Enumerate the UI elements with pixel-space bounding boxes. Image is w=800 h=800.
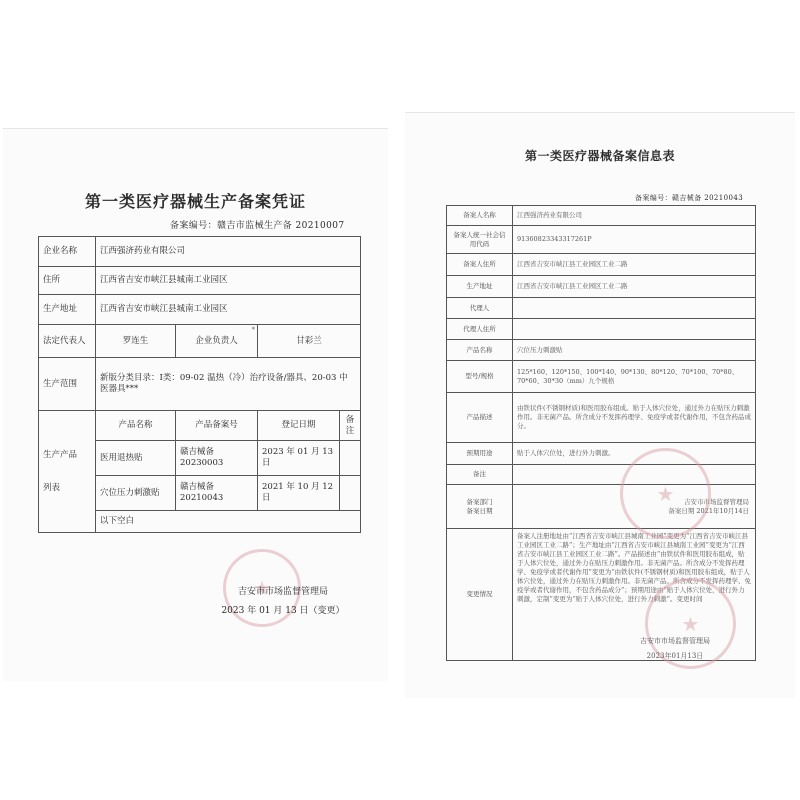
dept-label	[447, 485, 513, 529]
products-label	[39, 411, 96, 533]
row-value: 91360823343317261P	[513, 226, 756, 254]
info-sheet-title: 第一类医疗器械备案信息表	[524, 149, 675, 163]
dept-label-line-1: 备案部门	[466, 497, 493, 506]
table-row	[447, 319, 756, 340]
row-value: 江西省吉安市峡江县工业园区工业二路	[513, 276, 756, 298]
table-row	[447, 298, 756, 319]
row-value	[513, 298, 756, 319]
table-row	[447, 276, 756, 298]
col-header-reg-date: 登记日期	[258, 411, 340, 441]
row-label: 预期用途	[447, 443, 513, 465]
certificate-title: 第一类医疗器械生产备案凭证	[84, 192, 306, 211]
row-label: 代理人住所	[447, 319, 513, 340]
production-address-label: 生产地址	[39, 295, 96, 325]
row-value: 由铁状件(不锈钢材质)和医用胶布组成。贴于人体穴位处，通过外力在贴压力刺激作用。非无菌产品。所含成分不发挥药理学、免疫学或者代谢作用，不包含药品成分。	[513, 393, 756, 443]
issuing-authority: 吉安市市场监督管理局	[237, 587, 328, 597]
products-label-line-2: 列表	[43, 482, 61, 493]
scope-value: 新版分类目录：Ⅰ类：09-02 温热（冷）治疗设备/器具、20-03 中医器具***	[96, 358, 361, 411]
production-record-certificate	[3, 128, 388, 681]
company-label: 企业名称	[39, 237, 96, 267]
info-issue-date: 2023年01月13日	[646, 652, 704, 660]
row-value: 穴位压力刺激贴	[513, 340, 756, 361]
certificate-record-number: 备案编号：赣吉市监械生产备 20210007	[170, 221, 345, 231]
legal-rep-label: 法定代表人	[39, 325, 96, 358]
table-row	[447, 443, 756, 465]
row-label: 生产地址	[447, 276, 513, 298]
row-value: 贴于人体穴位处，进行外力刺激。	[513, 443, 756, 465]
row-value: 125*160、120*150、100*140、90*130、80*120、70*100、70*80、70*60、30*30（mm）九个规格	[513, 361, 756, 393]
leader-value: 甘彩兰	[258, 325, 361, 358]
record-info-sheet	[405, 112, 795, 698]
row-value: 江西省吉安市峡江县工业园区工业二路	[513, 254, 756, 276]
blank-note: 以下空白	[96, 511, 361, 533]
dept-date: 备案日期 2021年10月14日	[668, 506, 749, 515]
scope-label: 生产范围	[39, 358, 96, 411]
leader-label: 企业负责人	[195, 335, 238, 346]
product-date: 2023 年 01 月 13 日	[258, 441, 340, 476]
table-row	[39, 295, 361, 325]
product-date: 2021 年 10 月 12 日	[258, 476, 340, 511]
dept-value: 吉安市市场监督管理局	[684, 497, 749, 506]
row-label: 备案人统一社会信用代码	[447, 226, 513, 254]
table-row	[447, 206, 756, 226]
table-row	[447, 254, 756, 276]
table-row	[447, 226, 756, 254]
row-label: 代理人	[447, 298, 513, 319]
table-row	[447, 340, 756, 361]
row-label: 产品名称	[447, 340, 513, 361]
row-label: 备注	[447, 465, 513, 485]
product-record: 赣吉械备 20230003	[176, 441, 258, 476]
row-label: 备案人住所	[447, 254, 513, 276]
products-label-line-1: 生产产品	[43, 449, 78, 460]
dept-label-line-2: 备案日期	[466, 506, 493, 515]
leader-label-cell	[176, 325, 258, 358]
official-seal	[620, 448, 711, 539]
table-row	[39, 237, 361, 267]
table-row	[447, 361, 756, 393]
col-header-product-name: 产品名称	[96, 411, 176, 441]
product-name: 医用退热贴	[96, 441, 176, 476]
address-label: 住所	[39, 267, 96, 295]
table-row	[447, 393, 756, 443]
row-label: 备案人名称	[447, 206, 513, 226]
asterisk-mark: *	[251, 326, 255, 334]
row-label: 产品描述	[447, 393, 513, 443]
col-header-record-no: 产品备案号	[176, 411, 258, 441]
product-record: 赣吉械备 20210043	[176, 476, 258, 511]
info-issuing-authority: 吉安市市场监督管理局	[640, 637, 710, 645]
info-record-number: 备案编号：赣吉械备 20210043	[635, 194, 744, 202]
table-row	[39, 267, 361, 295]
production-address-value: 江西省吉安市峡江县城南工业园区	[96, 295, 361, 325]
issue-date: 2023 年 01 月 13 日（变更）	[221, 606, 345, 616]
change-label: 变更情况	[447, 529, 513, 661]
certificate-table	[38, 236, 361, 533]
row-value	[513, 319, 756, 340]
row-label: 型号/规格	[447, 361, 513, 393]
product-name: 穴位压力刺激贴	[96, 476, 176, 511]
product-note	[340, 476, 361, 511]
legal-rep-value: 罗连生	[96, 325, 176, 358]
table-row	[39, 325, 361, 358]
col-header-note: 备注	[340, 411, 361, 441]
product-header-row	[39, 411, 361, 441]
table-row	[39, 358, 361, 411]
company-value: 江西强济药业有限公司	[96, 237, 361, 267]
product-note	[340, 441, 361, 476]
change-text: 备案人注册地址由“江西省吉安市峡江县城南工业园”变更为“江西省吉安市峡江县工业园区工业二路”；生产地址由“江西省吉安市峡江县城南工业园”变更为“江西省吉安市峡江县工业园区工业二路”。产品描述由“由铁状件和医用胶布组成，贴于人体穴位处，通过外力在贴压力刺激作用。非无菌产品。所含成分不发挥药理学、免疫学或者代谢作用”变更为“由铁状件(不锈钢材质)和医用胶布组成，贴于人体穴位处，通过外力在贴压力刺激作用。非无菌产品。所含成分不发挥药理学、免疫学或者代谢作用，不包含药品成分”；预期用途由“贴于人体穴位处，进行外力刺激，定制”变更为“贴于人体穴位处，进行外力刺激”。变更时间	[513, 529, 756, 661]
row-value: 江西强济药业有限公司	[513, 206, 756, 226]
address-value: 江西省吉安市峡江县城南工业园区	[96, 267, 361, 295]
